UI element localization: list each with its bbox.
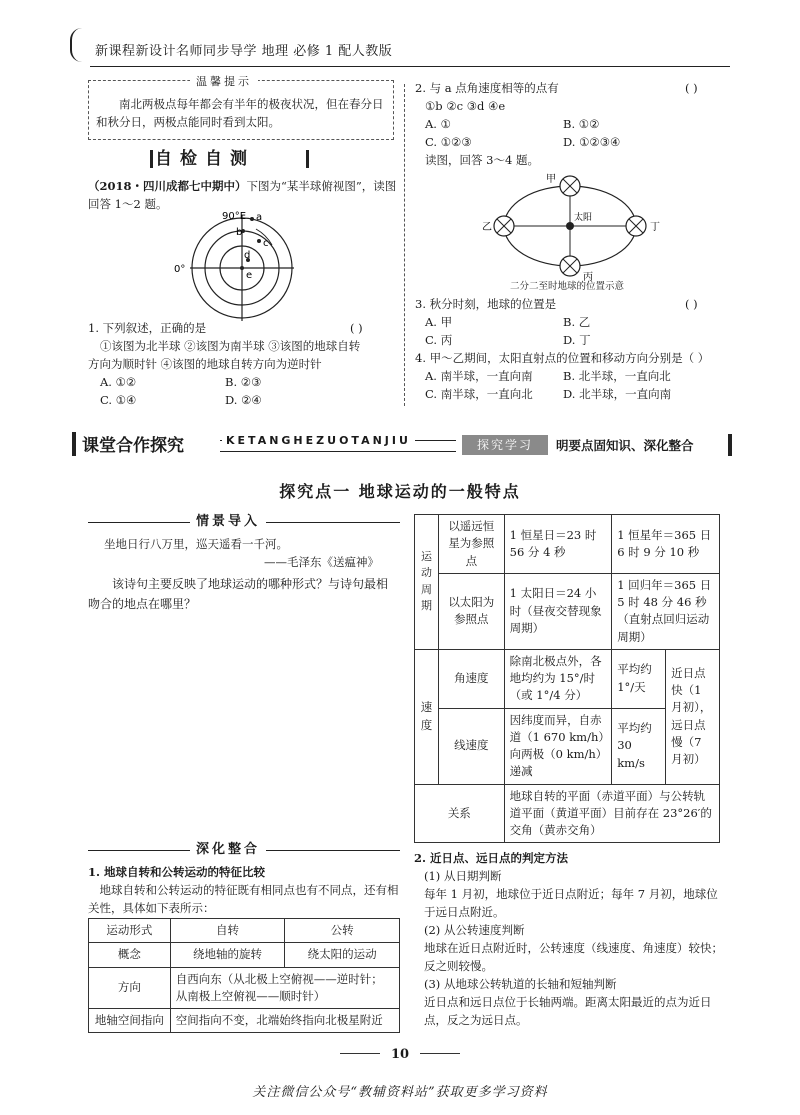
- th-motion: 运动形式: [89, 919, 171, 943]
- q2-option-b: B. ①②: [563, 117, 600, 131]
- page-number: 10: [390, 1047, 410, 1062]
- angular-label: 角速度: [438, 649, 504, 708]
- tip-text: 南北两极点每年都会有半年的极夜状况，但在春分日和秋分日，两极点能同时看到太阳。: [96, 97, 384, 129]
- section-tag: 探究学习: [462, 435, 548, 455]
- perihelion-note: 近日点快（1 月初），远日点慢（7 月初）: [666, 649, 720, 784]
- inquiry-title: 探究点一 地球运动的一般特点: [279, 482, 521, 501]
- label-e: e: [246, 270, 253, 281]
- q1-paren: ( ): [350, 321, 363, 335]
- deepen-heading-2: 2. 近日点、远日点的判定方法: [414, 851, 569, 865]
- intro-text: 下图为“某半球俯视图”，读图回答 1～2 题。: [88, 179, 397, 211]
- label-d: d: [244, 250, 251, 261]
- q1-option-b: B. ②③: [225, 375, 262, 389]
- section-pinyin: KETANGHEZUOTANJIU: [222, 432, 415, 449]
- angular-rotation: 除南北极点外，各地均约为 15°/时（或 1°/4 分）: [504, 649, 612, 708]
- star-ref: 以遥远恒星为参照点: [438, 515, 504, 574]
- column-divider: [404, 84, 405, 406]
- label-b: b: [236, 227, 243, 238]
- point-c-dot: [257, 239, 261, 243]
- q1-stem: 1. 下列叙述，正确的是: [88, 321, 207, 335]
- poem-source: ——毛泽东《送瘟神》: [264, 555, 379, 569]
- q2-option-d: D. ①②③④: [563, 135, 621, 149]
- header-bracket-decoration: [70, 28, 86, 62]
- sun-revolution: 1 回归年＝365 日 5 时 48 分 46 秒（直射点回归运动周期）: [612, 573, 720, 649]
- tip-title: 温馨提示: [190, 73, 258, 90]
- section-bar-left-mark: [72, 432, 76, 456]
- row-concept-revolution: 绕太阳的运动: [285, 943, 400, 967]
- section-title: 课堂合作探究: [82, 436, 184, 456]
- rotation-revolution-table: [414, 514, 720, 843]
- row-concept-rotation: 绕地轴的旋转: [170, 943, 285, 967]
- q4-stem: 4. 甲～乙期间，太阳直射点的位置和移动方向分别是（ ）: [415, 351, 710, 365]
- label-90e: 90°E: [222, 211, 247, 222]
- sun-rotation: 1 太阳日＝24 小时（昼夜交替现象周期）: [504, 573, 612, 649]
- q3-option-d: D. 丁: [563, 333, 591, 347]
- pageno-line-right: [420, 1053, 460, 1054]
- q1-option-d: D. ②④: [225, 393, 262, 407]
- q1-option-c: C. ①④: [100, 393, 137, 407]
- q4-option-c: C. 南半球，一直向北: [425, 387, 533, 401]
- linear-revolution: 平均约 30 km/s: [612, 708, 666, 784]
- comparison-table: [88, 918, 400, 1033]
- intro-source: （2018・四川成都七中期中）: [88, 179, 247, 193]
- q2-option-c: C. ①②③: [425, 135, 472, 149]
- label-ding: 丁: [650, 222, 660, 233]
- q2-paren: ( ): [685, 81, 698, 95]
- q1-option-a: A. ①②: [100, 375, 137, 389]
- angular-revolution: 平均约 1°/天: [612, 649, 666, 708]
- section-right-text: 明要点固知识、深化整合: [556, 438, 694, 453]
- label-jia: 甲: [546, 174, 556, 185]
- situation-title: 情景导入: [190, 512, 266, 532]
- star-revolution: 1 恒星年＝365 日 6 时 9 分 10 秒: [612, 515, 720, 574]
- label-c: c: [263, 238, 269, 249]
- method-3-text: 近日点和远日点位于长轴两端。距离太阳最近的点为近日点，反之为远日点。: [424, 995, 712, 1027]
- row-axis-value: 空间指向不变，北端始终指向北极星附近: [170, 1009, 399, 1033]
- q3-option-c: C. 丙: [425, 333, 453, 347]
- section-bar-right-mark: [728, 434, 732, 456]
- point-a-dot: [250, 217, 254, 221]
- q4-option-a: A. 南半球，一直向南: [425, 369, 533, 383]
- row-axis-label: 地轴空间指向: [89, 1009, 171, 1033]
- q2-stem: 2. 与 a 点角速度相等的点有: [415, 81, 559, 95]
- relation-text: 地球自转的平面（赤道平面）与公转轨道平面（黄道平面）目前存在 23°26′的交角（黄赤交角）: [504, 784, 719, 843]
- row-direction-value: 自西向东（从北极上空俯视——逆时针；从南极上空俯视——顺时针）: [170, 967, 399, 1009]
- sun-ref: 以太阳为参照点: [438, 573, 504, 649]
- q4-option-d: D. 北半球，一直向南: [563, 387, 672, 401]
- star-rotation: 1 恒星日＝23 时 56 分 4 秒: [504, 515, 612, 574]
- label-bing: 丙: [583, 272, 593, 283]
- row-direction-label: 方向: [89, 967, 171, 1009]
- row-concept-label: 概念: [89, 943, 171, 967]
- point-e-dot: [240, 266, 244, 270]
- sun-dot: [566, 222, 574, 230]
- header-rule: [90, 66, 730, 67]
- hemisphere-figure: [160, 205, 330, 325]
- deepen-paragraph-1: 地球自转和公转运动的特征既有相同点也有不同点，还有相关性，具体如下表所示：: [88, 883, 399, 915]
- selfcheck-title: 自检自测: [155, 149, 255, 169]
- label-sun: 太阳: [574, 213, 593, 223]
- deepen-title: 深化整合: [190, 840, 266, 860]
- deepen-heading-1: 1. 地球自转和公转运动的特征比较: [88, 865, 266, 879]
- label-a: a: [256, 212, 263, 223]
- q2-line1: ①b ②c ③d ④e: [425, 99, 506, 113]
- orbit-caption: 二分二至时地球的位置示意: [510, 281, 625, 292]
- label-yi: 乙: [482, 222, 492, 233]
- q1-line2: 方向为顺时针 ④该图的地球自转方向为逆时针: [88, 357, 322, 371]
- q3-option-a: A. 甲: [425, 315, 453, 329]
- q3-option-b: B. 乙: [563, 315, 591, 329]
- method-1-text: 每年 1 月初，地球位于近日点附近；每年 7 月初，地球位于远日点附近。: [424, 887, 718, 919]
- th-revolution: 公转: [285, 919, 400, 943]
- situation-question: 该诗句主要反映了地球运动的哪种形式？与诗句最相吻合的地点在哪里？: [88, 577, 389, 612]
- speed-label: 速度: [415, 649, 439, 784]
- selfcheck-bar-right: [306, 150, 309, 168]
- q3-paren: ( ): [685, 297, 698, 311]
- method-3-title: (3) 从地球公转轨道的长轴和短轴判断: [424, 977, 617, 991]
- q2-option-a: A. ①: [425, 117, 451, 131]
- relation-label: 关系: [415, 784, 505, 843]
- page-footer: 关注微信公众号“教辅资料站”获取更多学习资料: [252, 1085, 548, 1100]
- q3-stem: 3. 秋分时刻，地球的位置是: [415, 297, 557, 311]
- linear-label: 线速度: [438, 708, 504, 784]
- orbit-figure: [470, 168, 670, 290]
- read-intro-3-4: 读图，回答 3～4 题。: [425, 153, 539, 167]
- method-2-title: (2) 从公转速度判断: [424, 923, 525, 937]
- method-1-title: (1) 从日期判断: [424, 869, 502, 883]
- period-label: 运动周期: [415, 515, 439, 650]
- q1-line1: ①该图为北半球 ②该图为南半球 ③该图的地球自转: [100, 339, 361, 353]
- poem-line: 坐地日行八万里，巡天遥看一千河。: [104, 537, 288, 551]
- q4-option-b: B. 北半球，一直向北: [563, 369, 671, 383]
- page-header-title: 新课程新设计名师同步导学 地理 必修 1 配人教版: [95, 44, 393, 59]
- linear-rotation: 因纬度而异，自赤道（1 670 km/h）向两极（0 km/h）递减: [504, 708, 612, 784]
- method-2-text: 地球在近日点附近时，公转速度（线速度、角速度）较快；反之则较慢。: [424, 941, 723, 973]
- th-rotation: 自转: [170, 919, 285, 943]
- selfcheck-bar-left: [150, 150, 153, 168]
- label-0deg: 0°: [174, 264, 186, 275]
